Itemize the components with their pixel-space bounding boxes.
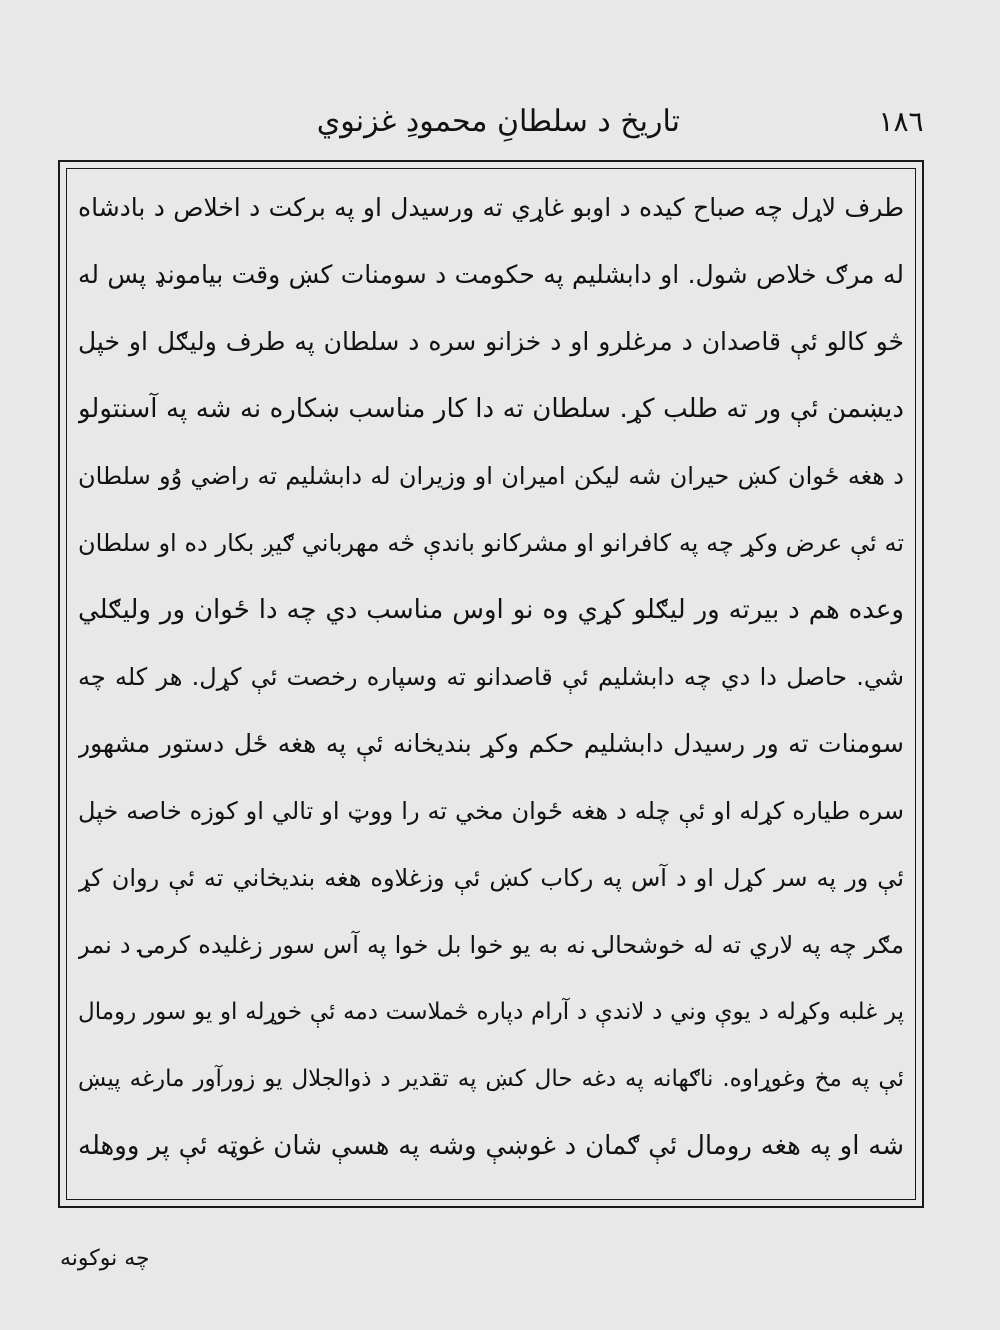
text-line-12: مګر چه په لاري ته له خوشحالۍ نه به یو خوا بل خوا په آس سور زغلیده کرمۍ د نمر	[78, 931, 904, 959]
catchword: چه نوکونه	[60, 1246, 150, 1271]
text-line-5: د هغه ځوان کښ حیران شه لیکن امیران او وزیران له دابشلیم ته راضي وُو سلطان	[78, 462, 904, 490]
text-line-10: سره طیاره کړله او ئې چله د هغه ځوان مخي ته را ووټ او تالي او کوزه خاصه خپل	[78, 797, 904, 825]
text-line-15: شه او په هغه رومال ئې ګمان د غوښې وشه په هسې شان غوټه ئې پر ووهله	[78, 1131, 904, 1161]
text-line-2: له مرګ خلاص شول. او دابشلیم په حکومت د سومنات کښ وقت بیامونډ پس له	[78, 260, 904, 289]
running-title: تاریخ د سلطانِ محمودِ غزنوي	[316, 104, 680, 139]
text-line-14: ئې په مخ وغوړاوه. ناګهانه په دغه حال کښ په تقدیر د ذوالجلال یو زورآور مارغه پیښ	[78, 1066, 904, 1092]
text-line-3: څو کالو ئې قاصدان د مرغلرو او د خزانو سره د سلطان په طرف ولیګل او خپل	[78, 327, 904, 356]
text-line-4: دیښمن ئې ور ته طلب کړ. سلطان ته دا کار مناسب ښکاره نه شه په آسنتولو	[78, 394, 904, 424]
running-header	[0, 96, 1000, 152]
text-line-13: پر غلبه وکړله د یوې وني د لاندې د آرام دپاره څملاست دمه ئې خوړله او یو سور رومال	[78, 999, 904, 1025]
page-number: ١٨٦	[878, 105, 924, 138]
text-line-6: ته ئې عرض وکړ چه په کافرانو او مشرکانو باندې څه مهرباني ګیږ بکار ده او سلطان	[78, 529, 904, 557]
text-line-11: ئې ور په سر کړل او د آس په رکاب کښ ئې وزغلاوه هغه بندیخاني ته ئې روان کړ	[78, 864, 904, 892]
text-line-9: سومنات ته ور رسیدل دابشلیم حکم وکړ بندیخانه ئې په هغه ځل دستور مشهور	[78, 729, 904, 758]
text-line-8: شي. حاصل دا دي چه دابشلیم ئې قاصدانو ته وسپاره رخصت ئې کړل. هر کله چه	[78, 663, 904, 691]
text-line-7: وعده هم د بیرته ور لیګلو کړي وه نو اوس مناسب دي چه دا ځوان ور ولیګلي	[78, 595, 904, 625]
text-line-1: طرف لاړل چه صباح کیده د اوبو غاړي ته ورسیدل او په برکت د اخلاص د بادشاه	[78, 193, 904, 222]
main-text-block	[72, 178, 910, 1188]
